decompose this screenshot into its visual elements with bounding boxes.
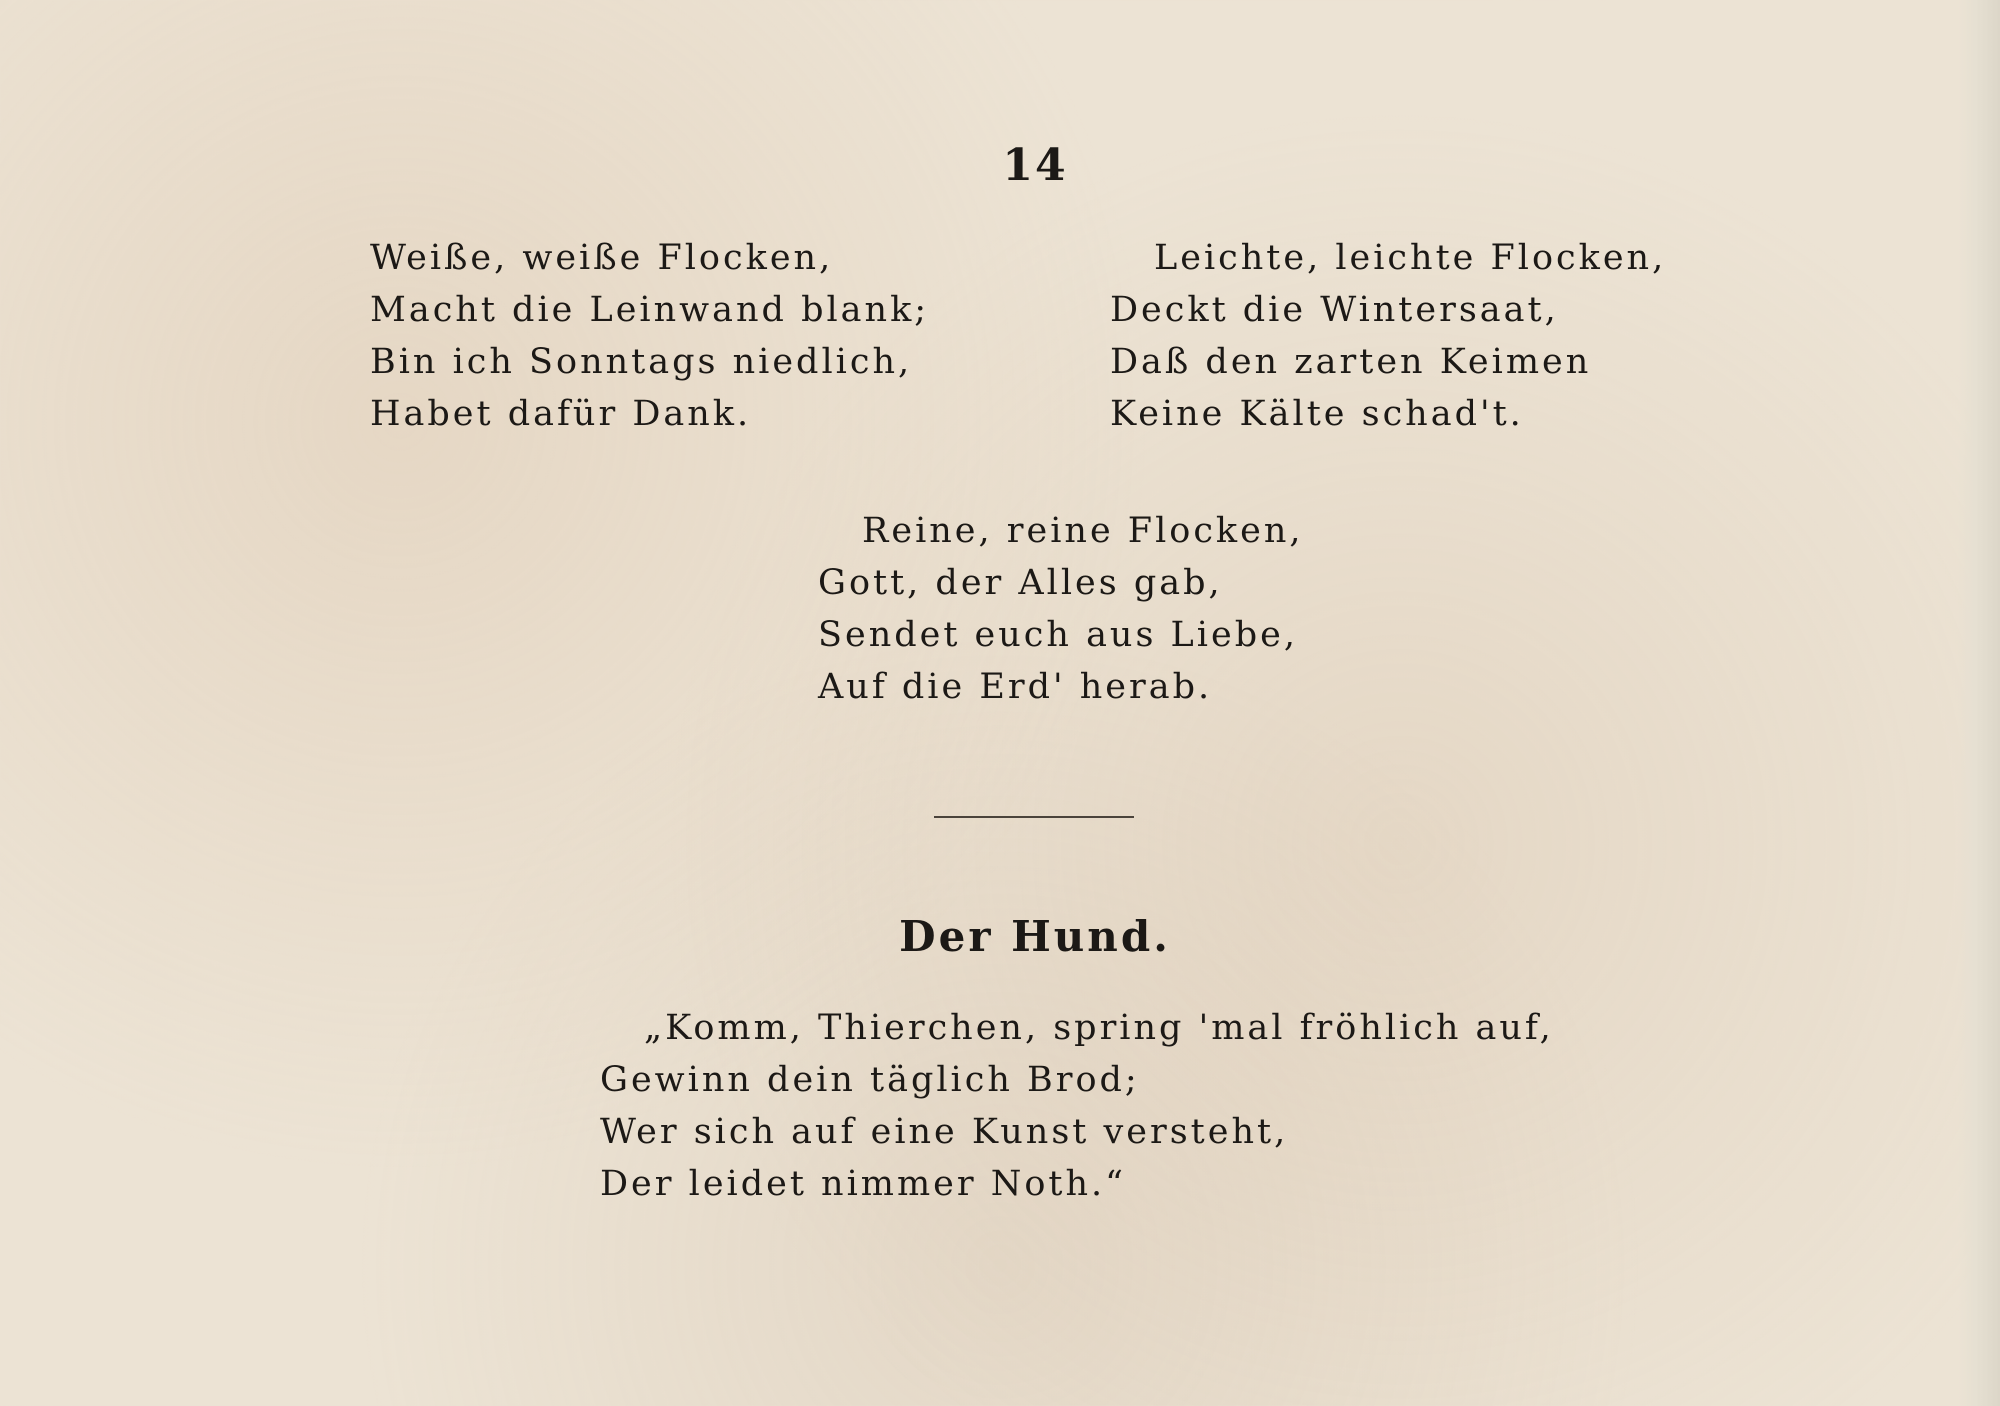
verse-line: Deckt die Wintersaat,	[1110, 290, 1559, 330]
verse-line: Weiße, weiße Flocken,	[370, 238, 834, 278]
stanza-hund	[600, 1002, 1554, 1210]
verse-line: Leichte, leichte Flocken,	[1154, 238, 1667, 278]
stanza-center	[818, 505, 1304, 713]
verse-line: Macht die Leinwand blank;	[370, 290, 930, 330]
verse-line: Sendet euch aus Liebe,	[818, 615, 1298, 655]
page-edge	[1958, 0, 2000, 1406]
stanza-left	[370, 232, 929, 440]
verse-line: Reine, reine Flocken,	[862, 511, 1304, 551]
verse-line: Gott, der Alles gab,	[818, 563, 1223, 603]
poem-title: Der Hund.	[899, 912, 1171, 961]
verse-line: Der leidet nimmer Noth.“	[600, 1164, 1127, 1204]
verse-line: „Komm, Thierchen, spring 'mal fröhlich auf,	[644, 1008, 1554, 1048]
page-number: 14	[1002, 140, 1068, 191]
stanza-right	[1110, 232, 1666, 440]
verse-line: Auf die Erd' herab.	[818, 667, 1213, 707]
verse-line: Daß den zarten Keimen	[1110, 342, 1592, 382]
verse-line: Habet dafür Dank.	[370, 394, 752, 434]
verse-line: Bin ich Sonntags niedlich,	[370, 342, 913, 382]
verse-line: Wer sich auf eine Kunst versteht,	[600, 1112, 1289, 1152]
verse-line: Gewinn dein täglich Brod;	[600, 1060, 1140, 1100]
section-divider	[934, 816, 1134, 818]
verse-line: Keine Kälte schad't.	[1110, 394, 1524, 434]
